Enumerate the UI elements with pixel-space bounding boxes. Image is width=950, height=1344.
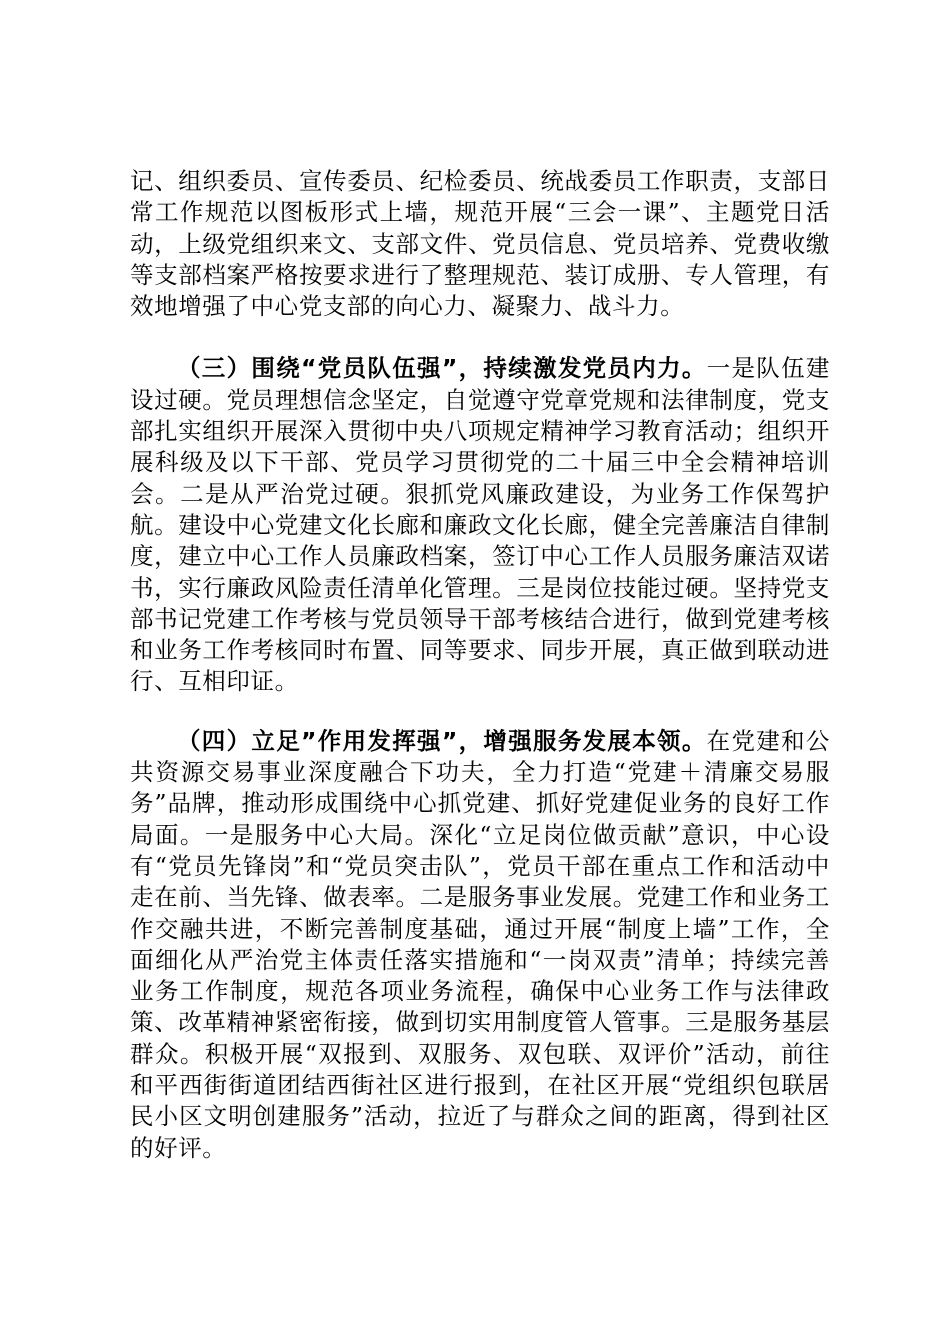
paragraph-body: 一是队伍建设过硬。党员理想信念坚定，自觉遵守党章党规和法律制度，党支部扎实组织开展深入贯彻中央八项规定精神学习教育活动；组织开展科级及以下干部、党员学习贯彻党的二十届三中全会精神培训会。二是从严治党过硬。狠抓党风廉政建设，为业务工作保驾护航。建设中心党建文化长廊和廉政文化长廊，健全完善廉洁自律制度，建立中心工作人员廉政档案，签订中心工作人员服务廉洁双诺书，实行廉政风险责任清单化管理。三是岗位技能过硬。坚持党支部书记党建工作考核与党员领导干部考核结合进行，做到党建考核和业务工作考核同时布置、同等要求、同步开展，真正做到联动进行、互相印证。	[130, 354, 831, 696]
paragraph-continued	[130, 166, 830, 322]
paragraph-body: 在党建和公共资源交易事业深度融合下功夫，全力打造“党建＋清廉交易服务”品牌，推动形成围绕中心抓党建、抓好党建促业务的良好工作局面。一是服务中心大局。深化“立足岗位做贡献”意识，中心设有“党员先锋岗”和“党员突击队”，党员干部在重点工作和活动中走在前、当先锋、做表率。二是服务事业发展。党建工作和业务工作交融共进，不断完善制度基础，通过开展“制度上墙”工作，全面细化从严治党主体责任落实措施和“一岗双责”清单；持续完善业务工作制度，规范各项业务流程，确保中心业务工作与法律政策、改革精神紧密衔接，做到切实用制度管人管事。三是服务基层群众。积极开展“双报到、双服务、双包联、双评价”活动，前往和平西街街道团结西街社区进行报到，在社区开展“党组织包联居民小区文明创建服务”活动，拉近了与群众之间的距离，得到社区的好评。	[130, 726, 831, 1162]
section-heading: （三）围绕“党员队伍强”，持续激发党员内力。	[177, 354, 707, 383]
paragraph-body: 记、组织委员、宣传委员、纪检委员、统战委员工作职责，支部日常工作规范以图板形式上墙，规范开展“三会一课”、主题党日活动，上级党组织来文、支部文件、党员信息、党员培养、党费收缴等支部档案严格按要求进行了整理规范、装订成册、专人管理，有效地增强了中心党支部的向心力、凝聚力、战斗力。	[130, 167, 830, 321]
paragraph-section-three	[130, 353, 830, 697]
document-page	[130, 166, 830, 1164]
section-heading: （四）立足”作用发挥强”，增强服务发展本领。	[177, 726, 707, 755]
paragraph-section-four	[130, 726, 830, 1164]
